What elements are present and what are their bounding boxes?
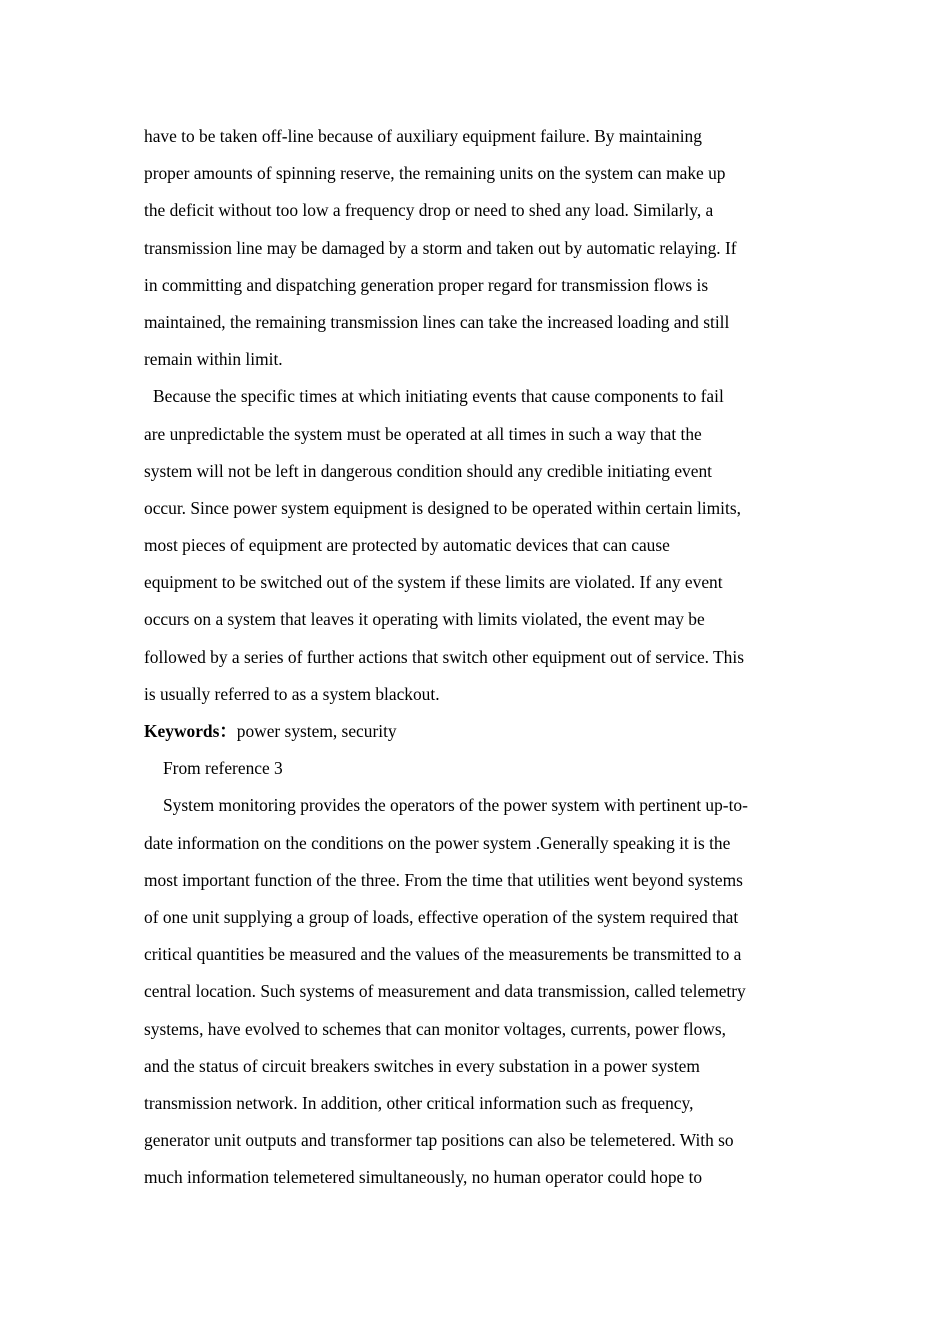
text-line: transmission network. In addition, other critical information such as frequency, — [144, 1092, 694, 1113]
reference-heading: From reference 3 — [163, 758, 283, 779]
text-line: in committing and dispatching generation proper regard for transmission flows is — [144, 274, 709, 295]
text-line: the deficit without too low a frequency drop or need to shed any load. Similarly, a — [144, 200, 714, 221]
text-line: remain within limit. — [144, 349, 283, 370]
text-line: most important function of the three. From the time that utilities went beyond systems — [144, 869, 743, 890]
text-line: system will not be left in dangerous condition should any credible initiating event — [144, 460, 712, 481]
text-line: followed by a series of further actions that switch other equipment out of service. This — [144, 646, 744, 667]
keywords-label: Keywords： — [144, 721, 237, 741]
text-line: have to be taken off-line because of auxiliary equipment failure. By maintaining — [144, 126, 702, 146]
keywords-line — [144, 713, 808, 750]
text-line: systems, have evolved to schemes that can monitor voltages, currents, power flows, — [144, 1018, 726, 1039]
text-line: generator unit outputs and transformer tap positions can also be telemetered. With so — [144, 1130, 734, 1151]
text-line: System monitoring provides the operators of the power system with pertinent up-to- — [163, 795, 748, 816]
body-text — [144, 118, 808, 1196]
text-line: and the status of circuit breakers switches in every substation in a power system — [144, 1055, 700, 1076]
paragraph-3 — [144, 787, 808, 1196]
text-line: central location. Such systems of measurement and data transmission, called telemetry — [144, 981, 746, 1002]
text-line: is usually referred to as a system blackout. — [144, 683, 440, 704]
text-line: maintained, the remaining transmission lines can take the increased loading and still — [144, 311, 730, 332]
text-line: of one unit supplying a group of loads, effective operation of the system required that — [144, 906, 739, 927]
text-line: date information on the conditions on the power system .Generally speaking it is the — [144, 832, 731, 853]
text-line: are unpredictable the system must be operated at all times in such a way that the — [144, 423, 702, 444]
paragraph-2 — [144, 378, 808, 713]
text-line: equipment to be switched out of the system if these limits are violated. If any event — [144, 572, 723, 593]
text-line: occurs on a system that leaves it operating with limits violated, the event may be — [144, 609, 705, 630]
text-line: occur. Since power system equipment is designed to be operated within certain limits, — [144, 497, 741, 518]
text-line: critical quantities be measured and the values of the measurements be transmitted to a — [144, 944, 742, 965]
text-line: proper amounts of spinning reserve, the remaining units on the system can make up — [144, 163, 726, 184]
text-line: most pieces of equipment are protected by automatic devices that can cause — [144, 535, 670, 556]
paragraph-1 — [144, 118, 808, 378]
text-line: transmission line may be damaged by a storm and taken out by automatic relaying. If — [144, 237, 737, 258]
keywords-value: power system, security — [236, 721, 397, 741]
text-line: much information telemetered simultaneously, no human operator could hope to — [144, 1167, 703, 1188]
text-line: Because the specific times at which initiating events that cause components to fail — [153, 386, 724, 407]
